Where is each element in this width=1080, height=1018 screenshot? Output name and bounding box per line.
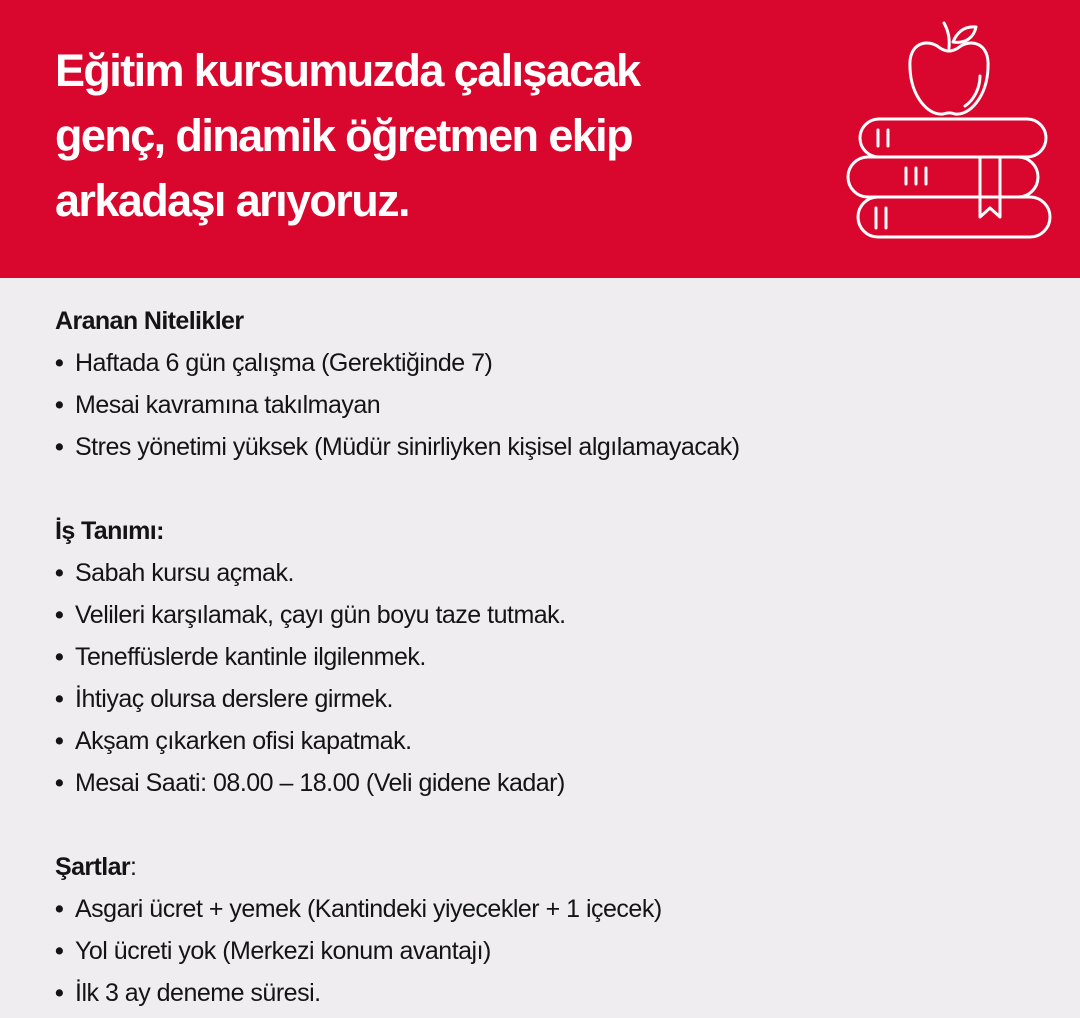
job-description-list [55,552,1045,804]
qualifications-list [55,342,1045,468]
bullet: • [55,349,64,377]
list-item: • Mesai kavramına takılmayan [55,384,1045,426]
title-line: arkadaşı arıyoruz. [55,175,409,226]
list-item: • Akşam çıkarken ofisi kapatmak. [55,720,1045,762]
section-title-conditions: Şartlar: [55,853,137,881]
list-item: • İhtiyaç olursa derslere girmek. [55,678,1045,720]
title-line: genç, dinamik öğretmen ekip [55,110,632,161]
bullet: • [55,433,64,461]
list-item: • Stres yönetimi yüksek (Müdür sinirliyken kişisel algılamayacak) [55,426,1045,468]
section-title-job-description: İş Tanımı: [55,517,164,545]
list-item: • Mesai Saati: 08.00 – 18.00 (Veli gidene kadar) [55,762,1045,804]
section-title-qualifications: Aranan Nitelikler [55,307,244,335]
bullet: • [55,895,64,923]
bullet: • [55,391,64,419]
header-banner [0,0,1080,278]
list-item: • Sabah kursu açmak. [55,552,1045,594]
bullet: • [55,559,64,587]
page-title [55,38,795,233]
list-item: • Haftada 6 gün çalışma (Gerektiğinde 7) [55,342,1045,384]
title-line: Eğitim kursumuzda çalışacak [55,45,640,96]
job-details [55,300,1045,1014]
list-item: • Velileri karşılamak, çayı gün boyu taze tutmak. [55,594,1045,636]
apple-on-books-icon [840,18,1055,248]
list-item: • Yol ücreti yok (Merkezi konum avantajı) [55,930,1045,972]
conditions-list [55,888,1045,1014]
list-item: • Asgari ücret + yemek (Kantindeki yiyecekler + 1 içecek) [55,888,1045,930]
list-item: • Teneffüslerde kantinle ilgilenmek. [55,636,1045,678]
list-item: • İlk 3 ay deneme süresi. [55,972,1045,1014]
bullet: • [55,769,64,797]
bullet: • [55,685,64,713]
bullet: • [55,601,64,629]
bullet: • [55,643,64,671]
bullet: • [55,727,64,755]
bullet: • [55,979,64,1007]
bullet: • [55,937,64,965]
